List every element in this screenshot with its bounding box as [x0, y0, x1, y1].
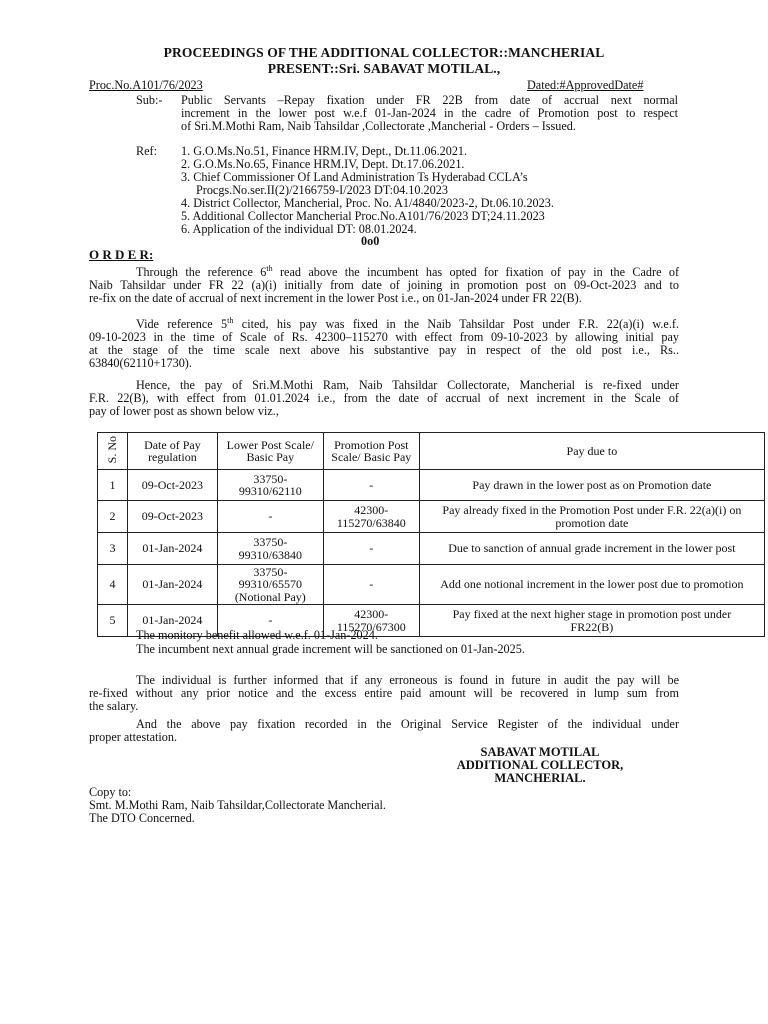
table-row: 3 01-Jan-2024 33750-99310/63840 - Due to sanction of annual grade increment in the lower post: [98, 533, 765, 565]
audit-paragraph: [89, 674, 679, 713]
table-row: 1 09-Oct-2023 33750-99310/62110 - Pay drawn in the lower post as on Promotion date: [98, 470, 765, 501]
table-row: 5 01-Jan-2024 - 42300-115270/67300 Pay fixed at the next higher stage in promotion post under FR22(B): [98, 605, 765, 637]
header-title: PROCEEDINGS OF THE ADDITIONAL COLLECTOR::MANCHERIAL: [163, 45, 605, 60]
table-row: 2 09-Oct-2023 - 42300-115270/63840 Pay already fixed in the Promotion Post under F.R. 22(a)(i) on promotion date: [98, 501, 765, 533]
paragraph-line: And the above pay fixation recorded in the Original Service Register of the individual under: [136, 717, 679, 731]
signatory-place: MANCHERIAL.: [494, 771, 586, 785]
paragraph-line: F.R. 22(B), with effect from 01.01.2024 i.e., from the date of accrual of next increment in the Scale of: [89, 391, 679, 405]
order-heading: O R D E R:: [89, 247, 154, 262]
signature-block: [430, 746, 650, 785]
order-paragraph-2: [89, 314, 679, 370]
signatory-title: ADDITIONAL COLLECTOR,: [456, 758, 624, 772]
order-paragraph-3: [89, 379, 679, 418]
paragraph-line: pay of lower post as shown below viz.,: [89, 404, 279, 418]
paragraph-line: 09-10-2023 in the time of Scale of Rs. 42300–115270 with effect from 09-10-2023 by allowing initial pay: [89, 330, 679, 345]
paragraph-line: at the stage of the time scale next above his substantive pay in respect of the old post i.e., Rs..: [89, 343, 679, 358]
paragraph-line: re-fixed without any prior notice and the excess entire paid amount will be recovered in lump sum from: [89, 686, 679, 700]
header-date: Date of Pay regulation: [127, 433, 217, 470]
paragraph-line: re-fix on the date of accrual of next increment in the lower Post i.e., on 01-Jan-2024 under FR 22(B).: [89, 291, 582, 306]
dated-field: Dated:#ApprovedDate#: [527, 78, 644, 92]
proc-number: Proc.No.A101/76/2023: [89, 78, 203, 92]
paragraph-line: proper attestation.: [89, 730, 177, 744]
table-header-row: [98, 433, 765, 470]
header-sno: S. No: [98, 433, 128, 470]
reference-item: Procgs.No.ser.II(2)/2166759-I/2023 DT:04.10.2023: [196, 183, 448, 197]
header-present: PRESENT::Sri. SABAVAT MOTILAL.,: [267, 61, 501, 76]
paragraph-line: The individual is further informed that if any erroneous is found in future in audit the pay will be: [136, 673, 679, 687]
paragraph-line: Vide reference 5th cited, his pay was fixed in the Naib Tahsildar Post under F.R. 22(a)(i) w.e.f.: [136, 316, 679, 332]
subject-line: Public Servants –Repay fixation under FR 22B from date of accrual next normal: [181, 93, 678, 107]
subject-line: of Sri.M.Mothi Ram, Naib Tahsildar ,Collectorate ,Mancherial - Orders – Issued.: [181, 119, 576, 133]
reference-list: [181, 145, 554, 236]
reference-item: 1. G.O.Ms.No.51, Finance HRM.IV, Dept., Dt.11.06.2021.: [181, 144, 468, 158]
header-promotion-post: Promotion Post Scale/ Basic Pay: [323, 433, 419, 470]
subject-line: increment in the lower post w.e.f 01-Jan-2024 in the cadre of Promotion post to respect: [181, 106, 678, 120]
reference-item: 5. Additional Collector Mancherial Proc.No.A101/76/2023 DT;24.11.2023: [181, 209, 545, 223]
service-register-paragraph: [89, 718, 679, 744]
subject-text: [181, 94, 678, 133]
copy-to-item: Smt. M.Mothi Ram, Naib Tahsildar,Collectorate Mancherial.: [89, 798, 386, 812]
header-pay-due: Pay due to: [419, 433, 764, 470]
subject-label: Sub:-: [136, 93, 163, 107]
paragraph-line: Through the reference 6th read above the incumbent has opted for fixation of pay in the Cadre of: [136, 264, 680, 280]
paragraph-line: Hence, the pay of Sri.M.Mothi Ram, Naib Tahsildar Collectorate, Mancherial is re-fixed under: [136, 378, 679, 392]
next-increment-note: The incumbent next annual grade increment will be sanctioned on 01-Jan-2025.: [136, 642, 525, 656]
paragraph-line: the salary.: [89, 699, 139, 713]
copy-to-item: The DTO Concerned.: [89, 811, 195, 825]
reference-label: Ref:: [136, 144, 157, 158]
copy-to-label: Copy to:: [89, 785, 132, 799]
separator: 0o0: [361, 234, 380, 248]
header-lower-post: Lower Post Scale/ Basic Pay: [217, 433, 323, 470]
reference-item: 4. District Collector, Mancherial, Proc. No. A1/4840/2023-2, Dt.06.10.2023.: [181, 196, 554, 210]
reference-item: 2. G.O.Ms.No.65, Finance HRM.IV, Dept. Dt.17.06.2021.: [181, 157, 465, 171]
paragraph-line: 63840(62110+1730).: [89, 356, 192, 371]
paragraph-line: Naib Tahsildar under FR 22 (a)(i) initially from date of joining in promotion post on 09-Oct-2023 and to: [89, 278, 679, 293]
table-row: 4 01-Jan-2024 33750-99310/65570 (Notional Pay) - Add one notional increment in the lower post due to promotion: [98, 565, 765, 605]
reference-item: 6. Application of the individual DT: 08.01.2024.: [181, 222, 417, 236]
pay-fixation-table: [97, 432, 765, 637]
signatory-name: SABAVAT MOTILAL: [480, 745, 600, 759]
reference-item: 3. Chief Commissioner Of Land Administration Ts Hyderabad CCLA’s: [181, 170, 528, 184]
order-paragraph-1: [89, 262, 679, 305]
monetary-benefit-note: The monitory benefit allowed w.e.f. 01-Jan-2024.: [136, 628, 378, 642]
